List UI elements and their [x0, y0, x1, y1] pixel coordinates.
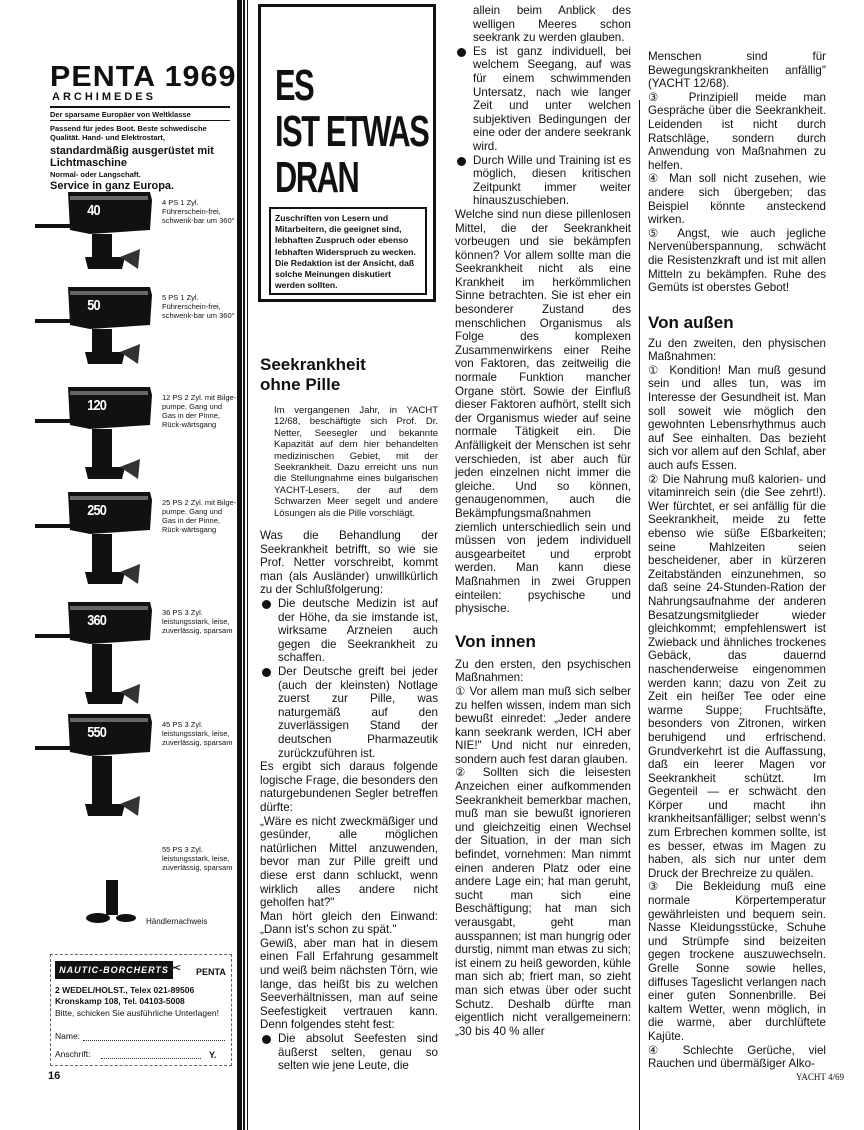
ad-standard-equipment: standardmäßig ausgerüstet mit Lichtmaschine: [50, 145, 214, 169]
ad-tagline: Der sparsame Europäer von Weltklasse: [50, 110, 191, 119]
article-column-3: [648, 50, 826, 1071]
numbered-item: ③ Prinzipiell meide man Gespräche über die Seekrankheit. Leidenden ist nicht durch Ratschläge, sondern durch Anwendung von Maßnahmen zu helfen.: [648, 90, 826, 172]
outboard-motor-image: [30, 385, 155, 485]
article-title-line-1: Seekrankheit: [260, 355, 366, 374]
motor-model-number: 550: [87, 724, 107, 741]
numbered-item: ② Sollten sich die leisesten Anzeichen einer aufkommenden Seekrankheit bemerkbar machen, muß man sie bewußt ignorieren und gleichzeitig einen Wechsel der Situation, in der man sich befindet, vornehmen: Man nimmt einen anderen Platz oder eine andere Lage ein; hat man geruht, sucht man sich eine Beschäftigung; hat man sich verausgabt, geht man ausspannen; ist man hungrig oder durstig, nimmt man etwas zu sich; ist einem zu heiß geworden, kühle man sich ab; friert man, so zieht man sich etwas über oder sucht Schutz. Deshalb dürfte man eigentlich nicht verallgemeinern: „30 bis 40 % aller: [455, 766, 631, 1038]
heading-von-aussen: Von außen: [648, 312, 734, 332]
motor-spec: 12 PS 2 Zyl. mit Bilge-pumpe, Gang und Gas in der Pinne, Rück-wärtsgang: [162, 393, 237, 429]
motor-spec: 5 PS 1 Zyl. Führerschein-frei, schwenk-bar um 360°: [162, 293, 235, 320]
coupon-name-label: Name:: [55, 1031, 81, 1041]
paragraph: Welche sind nun diese pillenlosen Mittel, die der Seekrankheit vorbeugen und sie bekämpfen können? Vor allem sollte man die Seekrankheit nicht als eine Krankheit im herkömmlichen Sinne betrachten. Sie ist eher ein besonderer Zustand des menschlichen Organismus als Folge des komplexen Zusammenwirkens einer Reihe von Faktoren, das zeitweilig die normale Funktion mancher Organe stört. Sowie der Einfluß dieser Faktoren aufhört, stellt sich der Organismus wieder auf seine normale Tätigkeit ein. Die Anfälligkeit der Menschen ist sehr verschieden, ist aber auch für jeden einzelnen nicht immer die gleiche. Und so können, genaugenommen, auch die Bekämpfungsmaßnahmen ziemlich unterschiedlich sein und müssen von jedem individuell ausgearbeitet und erprobt werden. Man kann diese Maßnahmen in zwei Gruppen einteilen: psychische und physische.: [455, 207, 631, 616]
coupon-address-label: Anschrift:: [55, 1049, 91, 1059]
paragraph: „Wäre es nicht zweckmäßiger und gesünder, alle möglichen natürlichen Mittel anzuwenden, bevor man zur Pille greift und diese erst dann schluckt, wenn wirklich alles andere nicht geholfen hat?": [260, 814, 438, 910]
motor-model-number: 40: [87, 202, 100, 219]
bullet-item: Durch Wille und Training ist es möglich, diesen kritischen Zeitpunkt immer weiter hinauszuschieben.: [455, 154, 631, 208]
paragraph: Es ergibt sich daraus folgende logische Frage, die besonders den naturgebundenen Segler betreffen dürfte:: [260, 760, 438, 814]
propeller-icon: [78, 880, 138, 935]
paragraph: Man hört gleich den Einwand: „Dann ist's schon zu spät.": [260, 909, 438, 937]
coupon-brand: PENTA: [196, 967, 226, 977]
motor-model-number: 120: [87, 397, 107, 414]
penta-advertisement: [0, 0, 238, 1130]
paragraph: Gewiß, aber man hat in diesem einen Fall Erfahrung gesammelt und weiß beim nächsten Törn, wie lange, das heißt bis zu welchen Seeverhältnissen, man auf seine Seefestigkeit vertrauen kann. Denn folgendes steht fest:: [260, 936, 438, 1032]
ad-shaft-option: Normal- oder Langschaft.: [50, 170, 141, 179]
motor-spec: 4 PS 1 Zyl. Führerschein-frei, schwenk-bar um 360°: [162, 198, 235, 225]
article-column-1: [260, 355, 438, 1073]
ad-subbrand: ARCHIMEDES: [52, 91, 156, 103]
numbered-item: ① Kondition! Man muß gesund sein und alles tun, was im Interesse der Gesundheit ist. Man soll soweit wie möglich den gewohnten Lebensrhythmus auch auf See einhalten. Das bezieht sich vor allem auf den Schlaf, aber auch aufs Essen.: [648, 363, 826, 473]
numbered-item: ② Die Nahrung muß kalorien- und vitaminreich sein (die See zehrt!). Wer fürchtet, er sei anfällig für die Seekrankheit, meide zu fette ebenso wie süße Eßbarkeiten; seine Mahlzeiten seien bescheidener, aber in kürzeren Zeitabständen einzunehmen, so daß seine 24-Stunden-Ration der Nahrungsaufnahme der anderen Besatzungsmitglieder wieder gleichkommt; empfehlenswert ist Zwieback und ähnliches trockenes Gebäck, das dauernd naschenderweise eingenommen werden kann; dazu von Zeit zu Zeit ein heißer Tee oder eine warme Suppe; Fruchtsäfte, besonders von Zitronen, wirken beruhigend und erfrischend. Grundverkehrt ist die Auffassung, daß ein leerer Magen vor Seekrankheit schützt. Im Gegenteil — er schwächt den Körper und macht ihn krankheitsanfälliger; selbst wenn's zum Erbrechen kommen sollte, ist es besser, etwas im Magen zu haben, als sich nur unter dem Druck der Brechreize zu quälen.: [648, 472, 826, 880]
motor-model-number: 250: [87, 502, 107, 519]
motor-model-number: 50: [87, 297, 100, 314]
ad-description: Passend für jedes Boot. Beste schwedische Qualität. Hand- und Elektrostart,: [50, 124, 207, 142]
dealer-note: Händlernachweis: [146, 917, 208, 926]
coupon-address-field[interactable]: [101, 1058, 201, 1059]
numbered-item: ④ Man soll nicht zusehen, wie andere sich übergeben; das Beispiel könnte ansteckend wirken.: [648, 172, 826, 227]
motor-spec: 55 PS 3 Zyl. leistungsstark, leise, zuverlässig, sparsam: [162, 845, 233, 872]
column-rule-left-3: [247, 0, 248, 1130]
bullet-item: Der Deutsche greift bei jeder (auch der kleinsten) Notlage zuerst zur Pille, was naturgemäß auf den zuverlässigen Stand der deutschen Pharmazeutik zurückzuführen ist.: [260, 665, 438, 760]
numbered-item: ③ Die Bekleidung muß eine normale Körpertemperatur gewährleisten und bequem sein. Nasse Kleidungsstücke, Schuhe und Strümpfe sind beizeiten gegen trockene auszuwechseln. Grelle Sonne sowie helles, diffuses Tageslicht verlangen nach einer guten Sonnenbrille. Bei kaltem Wetter, wenn möglich, in die warme, aber durchlüftete Kajüte.: [648, 880, 826, 1043]
heading-von-innen: Von innen: [455, 631, 536, 651]
outboard-motor-image: [30, 190, 155, 275]
ad-rule: [50, 106, 230, 108]
paragraph: Zu den zweiten, den physischen Maßnahmen:: [648, 336, 826, 364]
bullet-item: Es ist ganz individuell, bei welchem Seegang, auf was für einem schwimmenden Untersatz, nach wie langer Zeit und unter welchen subjektiven Bedingungen der eine oder der andere seekrank wird.: [455, 45, 631, 154]
motor-model-number: 360: [87, 612, 107, 629]
coupon-company-logo: NAUTIC-BORCHERTS: [55, 961, 173, 979]
scissors-icon: ✂: [169, 960, 182, 977]
headline-line-3: DRAN: [275, 153, 359, 202]
numbered-item: ① Vor allem man muß sich selber zu helfen wissen, indem man sich bewußt einredet: „Jeder andere kann seekrank werden, ICH aber NIE!" Und nicht nur einreden, sondern auch fest daran glauben.: [455, 684, 631, 766]
motor-spec: 36 PS 3 Zyl. leistungsstark, leise, zuverlässig, sparsam: [162, 608, 233, 635]
article-title-line-2: ohne Pille: [260, 375, 341, 394]
coupon-address-2: Kronskamp 108, Tel. 04103-5008: [55, 996, 185, 1006]
numbered-item: ④ Schlechte Gerüche, viel Rauchen und übermäßiger Alko-: [648, 1043, 826, 1071]
outboard-motor-image: [30, 285, 155, 370]
outboard-motor-image: [30, 600, 155, 710]
paragraph: Zu den ersten, den psychischen Maßnahmen:: [455, 657, 631, 685]
headline-line-1: ES: [275, 61, 314, 110]
headline-line-2: IST ETWAS: [275, 107, 429, 156]
headline-box: [258, 4, 436, 302]
column-rule-left-2: [243, 0, 245, 1130]
bullet-item: Die deutsche Medizin ist auf der Höhe, da sie imstande ist, wirksame Arzneien auch gegen die Seekrankheit zu schaffen.: [260, 597, 438, 665]
ad-rule-2: [50, 120, 230, 121]
coupon-request: Bitte, schicken Sie ausführliche Unterlagen!: [55, 1008, 219, 1018]
page-footer: YACHT 4/69: [795, 1072, 844, 1082]
outboard-motor-image: [30, 712, 155, 822]
article-lead: Im vergangenen Jahr, in YACHT 12/68, beschäftigte sich Prof. Dr. Netter, Seesegler und bekannte Kapazität auf dem hier behandelten medizinischen Gebiet, mit der Seekrankheit. Dazu erreicht uns nun die Stellungnahme eines bulgarischen YACHT-Lesers, der auf dem Schwarzen Meer segelt und andere Lösungen als die Pille vorschlägt.: [274, 405, 438, 519]
motor-spec: 25 PS 2 Zyl. mit Bilge-pumpe, Gang und Gas in der Pinne, Rück-wärtsgang: [162, 498, 237, 534]
column-rule-left: [237, 0, 242, 1130]
order-coupon[interactable]: [50, 954, 232, 1066]
coupon-name-field[interactable]: [83, 1040, 225, 1041]
column-rule-right: [639, 100, 640, 1130]
bullet-item: Die absolut Seefesten sind äußerst selten, genau so selten wie jene Leute, die: [260, 1032, 438, 1073]
paragraph: allein beim Anblick des welligen Meeres schon seekrank zu werden glauben.: [473, 4, 631, 45]
ad-service: Service in ganz Europa.: [50, 180, 175, 192]
paragraph: Was die Behandlung der Seekrankheit betrifft, so wie sie Prof. Netter vorschreibt, kommt man (als Ausländer) unwillkürlich zu der Schlußfolgerung:: [260, 529, 438, 597]
section-intro: Zuschriften von Lesern und Mitarbeitern, die geeignet sind, lebhaften Zuspruch oder ebenso lebhaften Widerspruch zu wecken. Die Redaktion ist der Ansicht, daß solche Meinungen diskutiert werden sollten.: [269, 207, 427, 295]
paragraph: Menschen sind für Bewegungskrankheiten anfällig" (YACHT 12/68).: [648, 50, 826, 91]
numbered-item: ⑤ Angst, wie auch jegliche Nervenüberspannung, schwächt die Resistenzkraft und ist mit allen Mitteln zu bekämpfen. Ruhe des Gemüts ist oberstes Gebot!: [648, 226, 826, 295]
ad-brand: PENTA 1969: [50, 61, 237, 93]
coupon-address-1: 2 WEDEL/HOLST., Telex 021-89506: [55, 985, 195, 995]
outboard-motor-image: [30, 490, 155, 590]
article-column-2: [455, 4, 631, 1038]
motor-spec: 45 PS 3 Zyl. leistungsstark, leise, zuverlässig, sparsam: [162, 720, 233, 747]
page-number: 16: [48, 1070, 61, 1082]
coupon-code: Y.: [209, 1050, 217, 1060]
